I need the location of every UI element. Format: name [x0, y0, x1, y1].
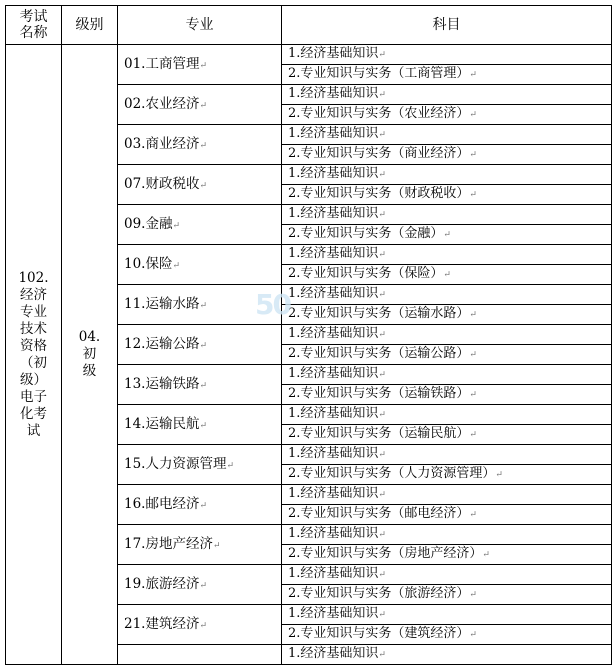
paragraph-mark: ↵: [378, 330, 386, 340]
paragraph-mark: ↵: [172, 220, 181, 231]
paragraph-mark: ↵: [469, 510, 477, 520]
subject-cell: [282, 225, 612, 245]
paragraph-mark: ↵: [199, 380, 208, 391]
major-cell: [118, 445, 282, 485]
paragraph-mark: ↵: [378, 570, 386, 580]
cell-text: 12.运输公路: [124, 335, 200, 352]
cell-text: 1.经济基础知识: [288, 606, 379, 621]
major-cell: [118, 245, 282, 285]
major-cell: [118, 325, 282, 365]
cell-text: 2.专业知识与实务（工商管理）: [288, 66, 470, 81]
cell-text: 1.经济基础知识: [288, 366, 379, 381]
subject-cell: [282, 405, 612, 425]
cell-text: 2.专业知识与实务（财政税收）: [288, 186, 470, 201]
major-cell: [118, 485, 282, 525]
cell-text: 16.邮电经济: [124, 495, 200, 512]
subject-cell: [282, 145, 612, 165]
major-cell: [118, 645, 282, 665]
paragraph-mark: ↵: [378, 170, 386, 180]
paragraph-mark: ↵: [443, 270, 451, 280]
paragraph-mark: ↵: [212, 540, 221, 551]
subject-cell: [282, 445, 612, 465]
cell-text: 07.财政税收: [124, 175, 200, 192]
major-cell: [118, 45, 282, 85]
cell-text: 10.保险: [124, 255, 173, 272]
paragraph-mark: ↵: [378, 370, 386, 380]
cell-text: 1.经济基础知识: [288, 126, 379, 141]
paragraph-mark: ↵: [378, 130, 386, 140]
paragraph-mark: ↵: [378, 290, 386, 300]
paragraph-mark: ↵: [495, 470, 503, 480]
table-row: [6, 45, 612, 65]
major-cell: [118, 565, 282, 605]
major-cell: [118, 365, 282, 405]
subject-cell: [282, 205, 612, 225]
paragraph-mark: ↵: [469, 150, 477, 160]
paragraph-mark: ↵: [199, 300, 208, 311]
header-major: 专业: [118, 6, 282, 45]
paragraph-mark: ↵: [378, 50, 386, 60]
paragraph-mark: ↵: [469, 310, 477, 320]
cell-text: 1.经济基础知识: [288, 166, 379, 181]
paragraph-mark: ↵: [199, 60, 208, 71]
table-body: [6, 45, 612, 665]
cell-text: 2.专业知识与实务（金融）: [288, 226, 444, 241]
subject-cell: [282, 505, 612, 525]
header-row: [6, 6, 612, 45]
subject-cell: [282, 625, 612, 645]
paragraph-mark: ↵: [378, 490, 386, 500]
cell-text: 19.旅游经济: [124, 575, 200, 592]
cell-text: 1.经济基础知识: [288, 206, 379, 221]
cell-text: 1.经济基础知识: [288, 646, 379, 661]
subject-cell: [282, 585, 612, 605]
cell-text: 1.经济基础知识: [288, 326, 379, 341]
paragraph-mark: ↵: [199, 500, 208, 511]
paragraph-mark: ↵: [378, 650, 386, 660]
paragraph-mark: ↵: [378, 410, 386, 420]
paragraph-mark: ↵: [378, 450, 386, 460]
subject-cell: [282, 45, 612, 65]
paragraph-mark: ↵: [199, 620, 208, 631]
cell-text: 2.专业知识与实务（旅游经济）: [288, 586, 470, 601]
paragraph-mark: ↵: [199, 420, 208, 431]
header-exam-name: 考试 名称: [6, 6, 62, 45]
paragraph-mark: ↵: [469, 390, 477, 400]
cell-text: 2.专业知识与实务（运输公路）: [288, 346, 470, 361]
paragraph-mark: ↵: [378, 610, 386, 620]
subject-cell: [282, 165, 612, 185]
paragraph-mark: ↵: [172, 260, 181, 271]
subject-cell: [282, 565, 612, 585]
major-cell: [118, 205, 282, 245]
major-cell: [118, 525, 282, 565]
header-level: 级别: [62, 6, 118, 45]
subject-cell: [282, 345, 612, 365]
cell-text: 03.商业经济: [124, 135, 200, 152]
paragraph-mark: ↵: [199, 580, 208, 591]
level-text: 04. 初 级: [78, 329, 101, 379]
subject-cell: [282, 265, 612, 285]
paragraph-mark: ↵: [482, 550, 490, 560]
paragraph-mark: ↵: [199, 100, 208, 111]
cell-text: 1.经济基础知识: [288, 486, 379, 501]
cell-text: 1.经济基础知识: [288, 286, 379, 301]
paragraph-mark: ↵: [378, 90, 386, 100]
paragraph-mark: ↵: [469, 70, 477, 80]
cell-text: 2.专业知识与实务（房地产经济）: [288, 546, 483, 561]
subject-cell: [282, 85, 612, 105]
paragraph-mark: ↵: [199, 340, 208, 351]
cell-text: 2.专业知识与实务（商业经济）: [288, 146, 470, 161]
paragraph-mark: ↵: [226, 460, 235, 471]
cell-text: 2.专业知识与实务（运输水路）: [288, 306, 470, 321]
subject-cell: [282, 485, 612, 505]
cell-text: 2.专业知识与实务（农业经济）: [288, 106, 470, 121]
paragraph-mark: ↵: [378, 250, 386, 260]
subject-cell: [282, 305, 612, 325]
subject-cell: [282, 65, 612, 85]
subject-cell: [282, 285, 612, 305]
paragraph-mark: ↵: [469, 350, 477, 360]
cell-text: 2.专业知识与实务（人力资源管理）: [288, 466, 496, 481]
exam-name-cell: [6, 45, 62, 665]
subject-cell: [282, 545, 612, 565]
cell-text: 1.经济基础知识: [288, 46, 379, 61]
exam-name-text: 102. 经济 专业 技术 资格 （初 级） 电子 化考 试: [18, 269, 49, 439]
watermark-logo: 50: [255, 288, 290, 321]
cell-text: 15.人力资源管理: [124, 455, 227, 472]
cell-text: 02.农业经济: [124, 95, 200, 112]
major-cell: [118, 165, 282, 205]
paragraph-mark: ↵: [443, 230, 451, 240]
cell-text: 1.经济基础知识: [288, 446, 379, 461]
cell-text: 11.运输水路: [124, 295, 200, 312]
major-cell: [118, 85, 282, 125]
major-cell: [118, 285, 282, 325]
paragraph-mark: ↵: [199, 180, 208, 191]
paragraph-mark: ↵: [378, 530, 386, 540]
cell-text: 14.运输民航: [124, 415, 200, 432]
paragraph-mark: ↵: [469, 430, 477, 440]
cell-text: 1.经济基础知识: [288, 526, 379, 541]
subject-cell: [282, 525, 612, 545]
cell-text: 1.经济基础知识: [288, 86, 379, 101]
subject-cell: [282, 185, 612, 205]
subject-cell: [282, 465, 612, 485]
paragraph-mark: ↵: [469, 110, 477, 120]
subject-cell: [282, 245, 612, 265]
major-cell: [118, 125, 282, 165]
cell-text: 2.专业知识与实务（运输民航）: [288, 426, 470, 441]
subject-cell: [282, 125, 612, 145]
paragraph-mark: ↵: [469, 190, 477, 200]
subject-cell: [282, 365, 612, 385]
subject-cell: [282, 325, 612, 345]
cell-text: 09.金融: [124, 215, 173, 232]
cell-text: 1.经济基础知识: [288, 246, 379, 261]
subject-cell: [282, 645, 612, 665]
paragraph-mark: ↵: [378, 210, 386, 220]
exam-subject-table: [5, 5, 612, 665]
level-cell: [62, 45, 118, 665]
cell-text: 1.经济基础知识: [288, 406, 379, 421]
subject-cell: [282, 385, 612, 405]
subject-cell: [282, 605, 612, 625]
paragraph-mark: ↵: [199, 140, 208, 151]
subject-cell: [282, 105, 612, 125]
cell-text: 1.经济基础知识: [288, 566, 379, 581]
cell-text: 2.专业知识与实务（保险）: [288, 266, 444, 281]
cell-text: 2.专业知识与实务（建筑经济）: [288, 626, 470, 641]
cell-text: 17.房地产经济: [124, 535, 213, 552]
paragraph-mark: ↵: [469, 590, 477, 600]
cell-text: 01.工商管理: [124, 55, 200, 72]
subject-cell: [282, 425, 612, 445]
cell-text: 2.专业知识与实务（邮电经济）: [288, 506, 470, 521]
cell-text: 21.建筑经济: [124, 615, 200, 632]
major-cell: [118, 405, 282, 445]
cell-text: 2.专业知识与实务（运输铁路）: [288, 386, 470, 401]
cell-text: 13.运输铁路: [124, 375, 200, 392]
header-subject: 科目: [282, 6, 612, 45]
paragraph-mark: ↵: [469, 630, 477, 640]
